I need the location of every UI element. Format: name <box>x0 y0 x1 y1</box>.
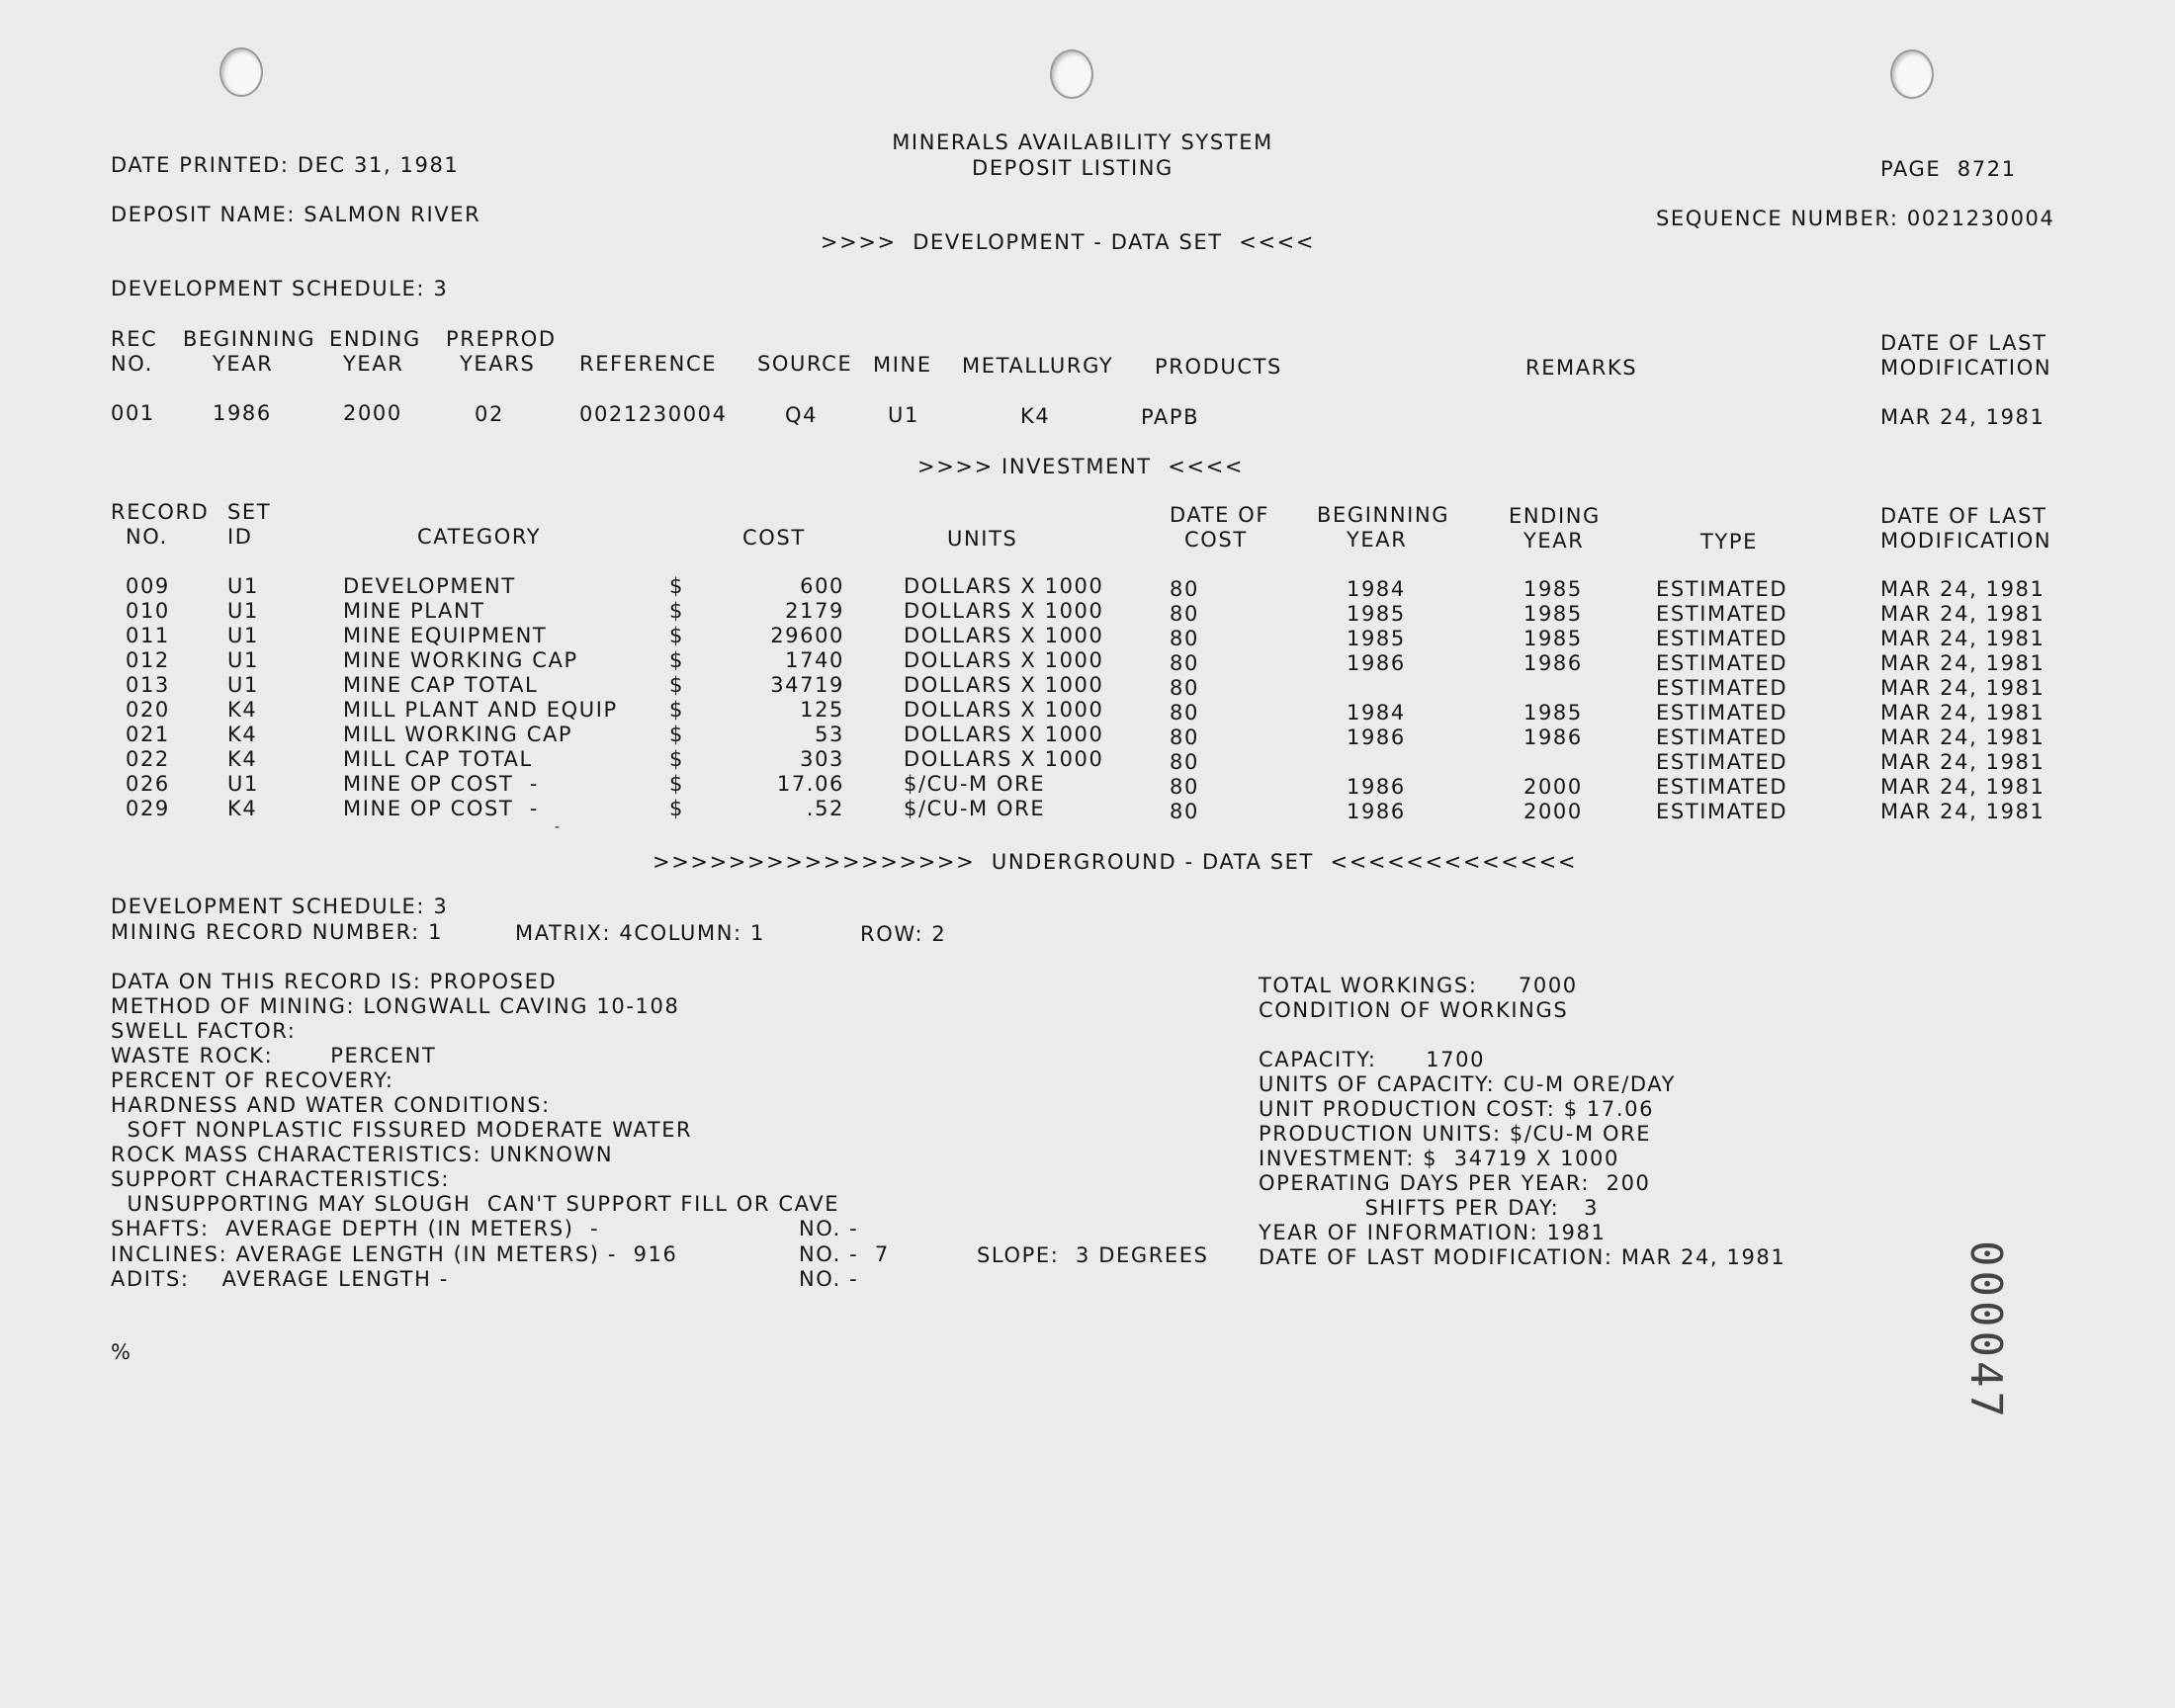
inv-header-beg-top: BEGINNING <box>1317 503 1450 527</box>
inv-rec-no: 011 <box>126 624 170 647</box>
inv-beginning-year: 1985 <box>1347 627 1406 650</box>
mining-record-number: MINING RECORD NUMBER: 1 <box>111 920 444 944</box>
inv-cost: 600 <box>800 574 844 598</box>
underground-left-line: SWELL FACTOR: <box>111 1019 297 1043</box>
matrix-row: ROW: 2 <box>860 922 947 946</box>
inv-cost: .52 <box>806 797 844 820</box>
inv-type: ESTIMATED <box>1656 627 1788 650</box>
inv-beginning-year: 1985 <box>1347 602 1406 626</box>
dev-row-pre: 02 <box>475 402 504 426</box>
investment-section-title: >>>> INVESTMENT <<<< <box>917 455 1245 478</box>
inv-header-category: CATEGORY <box>417 525 542 549</box>
underground-right-line: UNIT PRODUCTION COST: $ 17.06 <box>1259 1097 1655 1121</box>
inv-date-of-cost: 80 <box>1170 775 1199 799</box>
deposit-name: DEPOSIT NAME: SALMON RIVER <box>111 203 481 226</box>
inv-type: ESTIMATED <box>1656 701 1788 725</box>
inv-rec-no: 010 <box>126 599 170 623</box>
inv-modified: MAR 24, 1981 <box>1880 651 2045 675</box>
inv-ending-year: 1985 <box>1523 627 1583 650</box>
inv-modified: MAR 24, 1981 <box>1880 750 2045 774</box>
dev-header-end-bot: YEAR <box>343 352 404 376</box>
dev-header-mine: MINE <box>873 353 932 377</box>
inv-cost: 303 <box>800 747 844 771</box>
dev-header-metallurgy: METALLURGY <box>962 354 1114 378</box>
inv-category: MILL WORKING CAP <box>343 723 573 746</box>
matrix-column: MATRIX: 4COLUMN: 1 <box>515 921 765 945</box>
inv-category: MINE EQUIPMENT <box>343 624 548 647</box>
page-stamp: 000047 <box>1960 1240 2011 1421</box>
inv-currency: $ <box>669 723 684 746</box>
percent-mark: % <box>111 1340 132 1364</box>
inv-date-of-cost: 80 <box>1170 651 1199 675</box>
inv-ending-year: 1985 <box>1523 602 1583 626</box>
inv-header-type: TYPE <box>1700 530 1758 554</box>
inv-header-set-bot: ID <box>227 525 253 549</box>
inv-set-id: U1 <box>227 624 259 647</box>
underground-left-line: SUPPORT CHARACTERISTICS: <box>111 1167 451 1191</box>
inv-rec-no: 013 <box>126 673 170 697</box>
dev-header-modified-top: DATE OF LAST <box>1880 331 2047 355</box>
inv-modified: MAR 24, 1981 <box>1880 726 2045 749</box>
inv-set-id: U1 <box>227 772 259 796</box>
underground-left-line: UNSUPPORTING MAY SLOUGH CAN'T SUPPORT FILL OR CAVE <box>111 1192 840 1216</box>
underground-right-line: CONDITION OF WORKINGS <box>1259 998 1569 1022</box>
underground-left-line: SOFT NONPLASTIC FISSURED MODERATE WATER <box>111 1118 693 1142</box>
inv-cost: 53 <box>815 723 844 746</box>
page-number: PAGE 8721 <box>1880 157 2017 181</box>
dev-row-end: 2000 <box>343 401 402 425</box>
inv-currency: $ <box>669 772 684 796</box>
adits-line: ADITS: AVERAGE LENGTH - <box>111 1267 449 1291</box>
inv-rec-no: 029 <box>126 797 170 820</box>
inv-cost: 1740 <box>785 648 844 672</box>
underground-schedule: DEVELOPMENT SCHEDULE: 3 <box>111 895 449 918</box>
inv-category: MINE OP COST - <box>343 772 540 796</box>
inv-units: $/CU-M ORE <box>904 797 1046 820</box>
inv-rec-no: 022 <box>126 747 170 771</box>
inv-ending-year: 2000 <box>1523 775 1583 799</box>
inv-date-of-cost: 80 <box>1170 627 1199 650</box>
inv-beginning-year: 1984 <box>1347 701 1406 725</box>
inv-header-units: UNITS <box>947 527 1018 551</box>
inv-type: ESTIMATED <box>1656 676 1788 700</box>
inv-currency: $ <box>669 574 684 598</box>
inv-rec-no: 020 <box>126 698 170 722</box>
dev-row-beg: 1986 <box>213 401 272 425</box>
inv-ending-year: 1985 <box>1523 577 1583 601</box>
underground-left-line: WASTE ROCK: PERCENT <box>111 1044 437 1068</box>
underground-right-line: CAPACITY: 1700 <box>1259 1048 1486 1071</box>
inv-date-of-cost: 80 <box>1170 726 1199 749</box>
underground-right-line: OPERATING DAYS PER YEAR: 200 <box>1259 1171 1651 1195</box>
listing-title: DEPOSIT LISTING <box>972 156 1174 180</box>
inv-type: ESTIMATED <box>1656 800 1788 823</box>
underground-right-line: TOTAL WORKINGS: 7000 <box>1259 974 1578 997</box>
slope: SLOPE: 3 DEGREES <box>977 1243 1209 1267</box>
inv-modified: MAR 24, 1981 <box>1880 701 2045 725</box>
dev-header-products: PRODUCTS <box>1155 355 1282 379</box>
inv-category: MILL CAP TOTAL <box>343 747 533 771</box>
inv-header-rec-bot: NO. <box>126 525 168 549</box>
inv-category: MINE WORKING CAP <box>343 648 578 672</box>
dev-row-rec: 001 <box>111 401 155 425</box>
development-section-title: >>>> DEVELOPMENT - DATA SET <<<< <box>820 230 1316 254</box>
dev-header-source: SOURCE <box>757 352 853 376</box>
inv-units: DOLLARS X 1000 <box>904 698 1104 722</box>
inv-type: ESTIMATED <box>1656 602 1788 626</box>
inv-ending-year: 1985 <box>1523 701 1583 725</box>
dev-header-end-top: ENDING <box>329 327 421 351</box>
system-title: MINERALS AVAILABILITY SYSTEM <box>892 130 1273 154</box>
underground-right-line: INVESTMENT: $ 34719 X 1000 <box>1259 1147 1619 1170</box>
inv-date-of-cost: 80 <box>1170 577 1199 601</box>
inv-currency: $ <box>669 648 684 672</box>
inv-rec-no: 012 <box>126 648 170 672</box>
development-schedule: DEVELOPMENT SCHEDULE: 3 <box>111 277 449 300</box>
underground-left-line: HARDNESS AND WATER CONDITIONS: <box>111 1093 551 1117</box>
inv-type: ESTIMATED <box>1656 651 1788 675</box>
inv-currency: $ <box>669 673 684 697</box>
inv-header-end-top: ENDING <box>1509 504 1601 528</box>
inv-date-of-cost: 80 <box>1170 701 1199 725</box>
inv-type: ESTIMATED <box>1656 775 1788 799</box>
inv-currency: $ <box>669 797 684 820</box>
inv-header-beg-bot: YEAR <box>1347 528 1408 552</box>
inv-set-id: U1 <box>227 574 259 598</box>
inv-cost: 29600 <box>770 624 844 647</box>
inv-ending-year: 1986 <box>1523 726 1583 749</box>
underground-right-line: SHIFTS PER DAY: 3 <box>1259 1196 1600 1220</box>
underground-right-line: UNITS OF CAPACITY: CU-M ORE/DAY <box>1259 1072 1677 1096</box>
dev-header-modified-bot: MODIFICATION <box>1880 356 2052 380</box>
inv-currency: $ <box>669 599 684 623</box>
sequence-number: SEQUENCE NUMBER: 0021230004 <box>1656 207 2055 230</box>
inv-beginning-year: 1986 <box>1347 726 1406 749</box>
inv-cost: 125 <box>800 698 844 722</box>
inv-modified: MAR 24, 1981 <box>1880 775 2045 799</box>
inv-header-modified-bot: MODIFICATION <box>1880 529 2052 553</box>
shafts-line: SHAFTS: AVERAGE DEPTH (IN METERS) - <box>111 1217 600 1240</box>
inv-currency: $ <box>669 698 684 722</box>
inv-header-rec-top: RECORD <box>111 500 210 524</box>
inv-units: DOLLARS X 1000 <box>904 624 1104 647</box>
dev-header-pre-top: PREPROD <box>446 327 557 351</box>
dev-header-beg-top: BEGINNING <box>183 327 316 351</box>
dev-row-mine: U1 <box>888 403 919 427</box>
inv-header-set-top: SET <box>227 500 272 524</box>
inv-date-of-cost: 80 <box>1170 750 1199 774</box>
inv-header-modified-top: DATE OF LAST <box>1880 504 2047 528</box>
inv-currency: $ <box>669 747 684 771</box>
inv-set-id: K4 <box>227 747 258 771</box>
inv-cost: 34719 <box>770 673 844 697</box>
inv-modified: MAR 24, 1981 <box>1880 627 2045 650</box>
inv-cost: 2179 <box>785 599 844 623</box>
inv-units: DOLLARS X 1000 <box>904 574 1104 598</box>
inv-currency: $ <box>669 624 684 647</box>
inclines-number: NO. - 7 <box>799 1242 890 1266</box>
inv-set-id: U1 <box>227 673 259 697</box>
underground-section-title: >>>>>>>>>>>>>>>>> UNDERGROUND - DATA SET <<<<<<<<<<<<< <box>652 850 1578 874</box>
inv-units: DOLLARS X 1000 <box>904 747 1104 771</box>
inv-set-id: K4 <box>227 723 258 746</box>
inv-date-of-cost: 80 <box>1170 602 1199 626</box>
inv-set-id: U1 <box>227 599 259 623</box>
inv-type: ESTIMATED <box>1656 726 1788 749</box>
inv-modified: MAR 24, 1981 <box>1880 577 2045 601</box>
inv-ending-year: 1986 <box>1523 651 1583 675</box>
underground-left-line: ROCK MASS CHARACTERISTICS: UNKNOWN <box>111 1143 614 1166</box>
dev-header-rec-bot: NO. <box>111 352 153 376</box>
inv-beginning-year: 1986 <box>1347 775 1406 799</box>
inv-units: DOLLARS X 1000 <box>904 723 1104 746</box>
inv-type: ESTIMATED <box>1656 577 1788 601</box>
inv-cost: 17.06 <box>776 772 844 796</box>
dev-row-source: Q4 <box>785 403 819 427</box>
dev-row-reference: 0021230004 <box>579 402 728 426</box>
inv-units: $/CU-M ORE <box>904 772 1046 796</box>
underground-right-line: YEAR OF INFORMATION: 1981 <box>1259 1221 1607 1244</box>
underground-right-line: PRODUCTION UNITS: $/CU-M ORE <box>1259 1122 1652 1146</box>
inv-units: DOLLARS X 1000 <box>904 648 1104 672</box>
inv-header-cost: COST <box>742 526 806 550</box>
inv-rec-no: 026 <box>126 772 170 796</box>
punch-hole-right <box>1890 49 1934 99</box>
inv-set-id: K4 <box>227 698 258 722</box>
inv-date-of-cost: 80 <box>1170 676 1199 700</box>
inv-beginning-year: 1984 <box>1347 577 1406 601</box>
inclines-line: INCLINES: AVERAGE LENGTH (IN METERS) - 916 <box>111 1242 678 1266</box>
inv-category: MILL PLANT AND EQUIP <box>343 698 618 722</box>
inv-rec-no: 009 <box>126 574 170 598</box>
inv-beginning-year: 1986 <box>1347 651 1406 675</box>
dev-header-pre-bot: YEARS <box>460 352 536 376</box>
inv-type: ESTIMATED <box>1656 750 1788 774</box>
underground-left-line: DATA ON THIS RECORD IS: PROPOSED <box>111 970 558 993</box>
inv-category: DEVELOPMENT <box>343 574 516 598</box>
inv-date-of-cost: 80 <box>1170 800 1199 823</box>
date-printed: DATE PRINTED: DEC 31, 1981 <box>111 153 460 177</box>
inv-units: DOLLARS X 1000 <box>904 673 1104 697</box>
dev-row-products: PAPB <box>1141 405 1200 429</box>
stray-dash-mark: - <box>555 819 562 835</box>
inv-beginning-year: 1986 <box>1347 800 1406 823</box>
punch-hole-left <box>219 47 263 97</box>
inv-header-doc-bot: COST <box>1184 528 1248 552</box>
shafts-number: NO. - <box>799 1217 859 1240</box>
punch-hole-center <box>1050 49 1093 99</box>
inv-header-doc-top: DATE OF <box>1170 503 1270 527</box>
underground-left-line: PERCENT OF RECOVERY: <box>111 1068 394 1092</box>
dev-row-modified: MAR 24, 1981 <box>1880 405 2045 429</box>
adits-number: NO. - <box>799 1267 859 1291</box>
inv-set-id: U1 <box>227 648 259 672</box>
inv-modified: MAR 24, 1981 <box>1880 602 2045 626</box>
underground-right-line: DATE OF LAST MODIFICATION: MAR 24, 1981 <box>1259 1245 1786 1269</box>
dev-row-metallurgy: K4 <box>1020 404 1051 428</box>
dev-header-rec-top: REC <box>111 327 158 351</box>
inv-modified: MAR 24, 1981 <box>1880 676 2045 700</box>
inv-header-end-bot: YEAR <box>1523 529 1585 553</box>
dev-header-remarks: REMARKS <box>1525 356 1638 380</box>
inv-units: DOLLARS X 1000 <box>904 599 1104 623</box>
inv-rec-no: 021 <box>126 723 170 746</box>
inv-category: MINE CAP TOTAL <box>343 673 539 697</box>
inv-set-id: K4 <box>227 797 258 820</box>
underground-left-line: METHOD OF MINING: LONGWALL CAVING 10-108 <box>111 994 680 1018</box>
inv-ending-year: 2000 <box>1523 800 1583 823</box>
inv-category: MINE PLANT <box>343 599 485 623</box>
inv-modified: MAR 24, 1981 <box>1880 800 2045 823</box>
inv-category: MINE OP COST - <box>343 797 540 820</box>
dev-header-reference: REFERENCE <box>579 352 718 376</box>
dev-header-beg-bot: YEAR <box>213 352 274 376</box>
